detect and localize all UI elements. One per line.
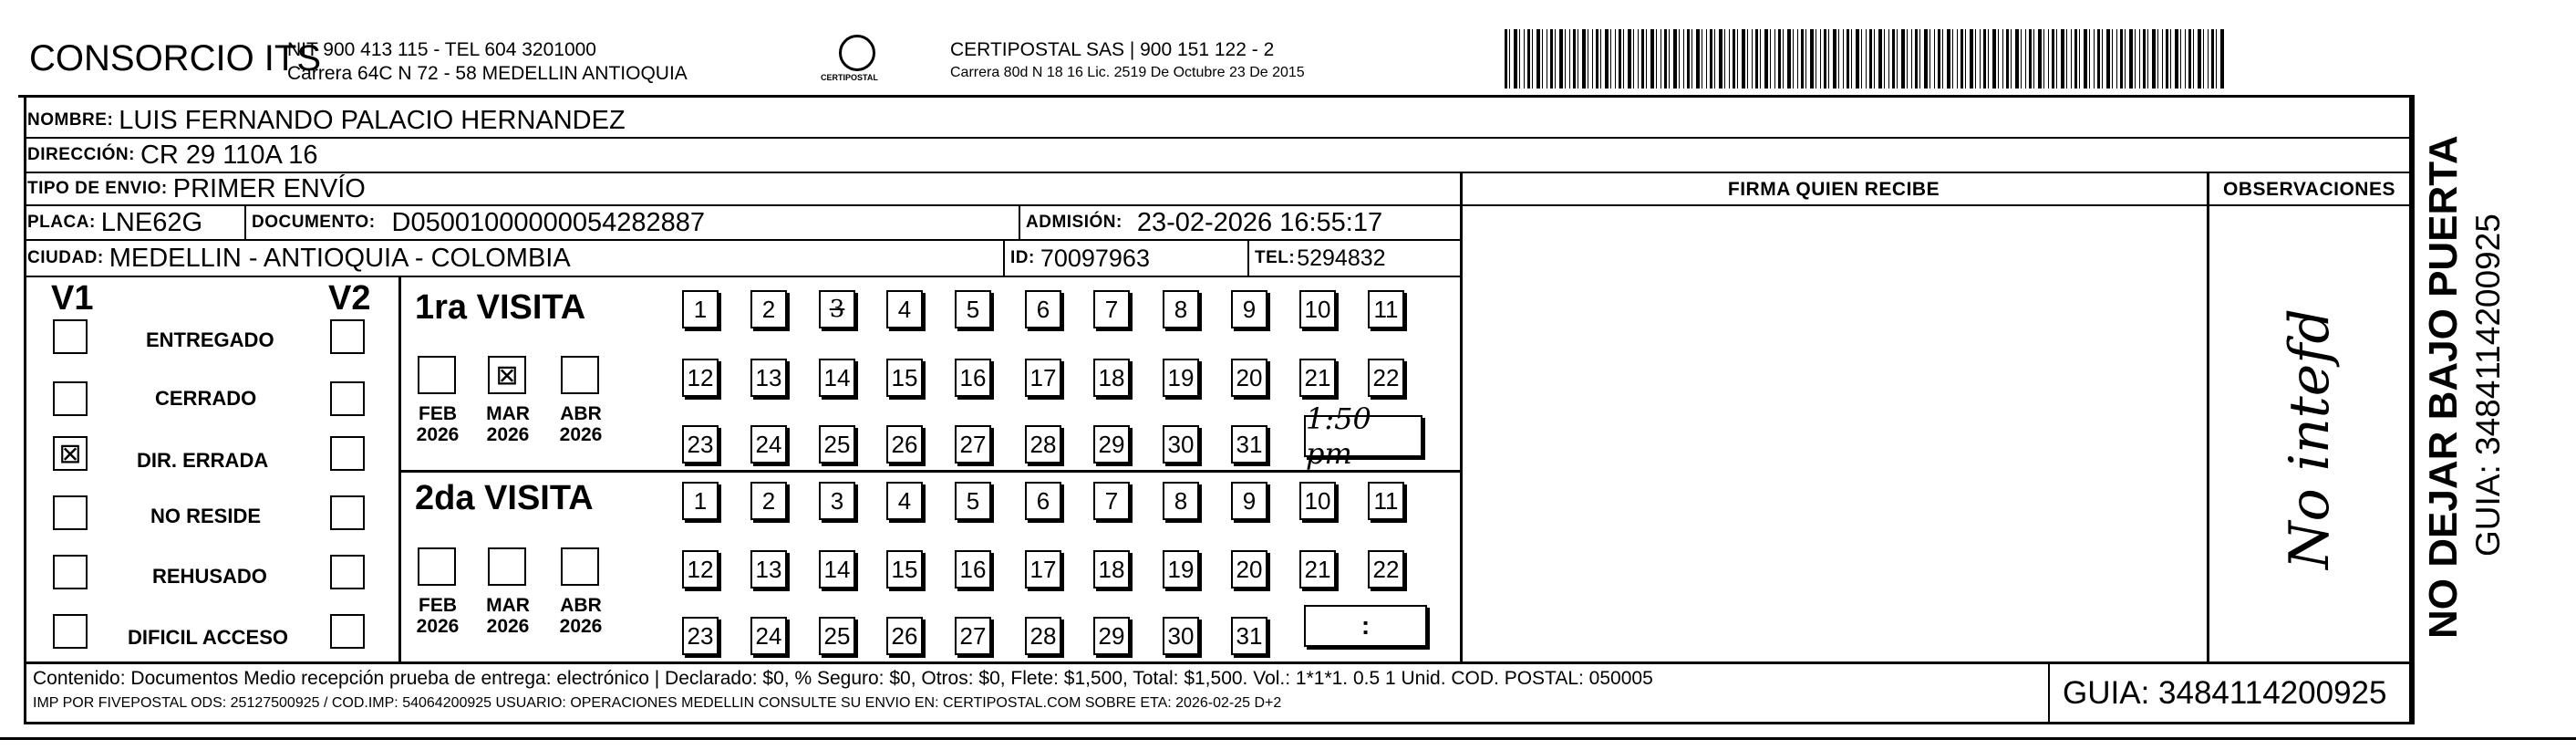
day-box[interactable]: 20 xyxy=(1231,359,1267,397)
visit2-month-feb-checkbox[interactable] xyxy=(418,547,456,586)
day-box[interactable]: 28 xyxy=(1025,617,1061,655)
v1-cerrado-checkbox[interactable] xyxy=(53,381,88,416)
day-box[interactable]: 1 xyxy=(682,290,719,328)
day-box[interactable]: 12 xyxy=(682,359,719,397)
day-box[interactable]: 19 xyxy=(1163,359,1199,397)
day-box[interactable]: 5 xyxy=(955,290,991,328)
nombre-value: LUIS FERNANDO PALACIO HERNANDEZ xyxy=(119,105,626,135)
day-box[interactable]: 2 xyxy=(750,290,787,328)
visit2-month-abr-checkbox[interactable] xyxy=(561,547,599,586)
placa-label: PLACA: xyxy=(27,213,96,232)
v2-rehusado-checkbox[interactable] xyxy=(330,555,365,589)
signature-area[interactable] xyxy=(1468,206,2202,658)
id-value: 70097963 xyxy=(1040,244,1150,272)
month-name: ABR xyxy=(560,403,602,424)
ciudad-label: CIUDAD: xyxy=(27,248,104,267)
tel-label: TEL: xyxy=(1255,248,1296,267)
status-label: REHUSADO xyxy=(152,565,267,588)
admision-row xyxy=(1026,207,1382,238)
day-box[interactable]: 2 xyxy=(750,482,787,520)
footer-guia: GUIA: 3484114200925 xyxy=(2063,675,2387,711)
v1-header: V1 xyxy=(51,279,94,318)
month-year: 2026 xyxy=(559,616,603,637)
nombre-label: NOMBRE: xyxy=(27,110,114,130)
day-box[interactable]: 18 xyxy=(1093,359,1130,397)
day-box[interactable]: 24 xyxy=(750,425,787,464)
tipo-label: TIPO DE ENVIO: xyxy=(27,179,168,198)
month-name: FEB xyxy=(419,403,457,424)
month-name: MAR xyxy=(486,595,530,616)
day-box[interactable]: 16 xyxy=(955,550,991,589)
visit2-time-box[interactable]: : xyxy=(1304,605,1427,647)
day-box[interactable]: 25 xyxy=(819,617,855,655)
month-year: 2026 xyxy=(416,616,460,637)
day-box[interactable]: 9 xyxy=(1231,482,1267,520)
day-box[interactable]: 30 xyxy=(1163,617,1199,655)
day-box[interactable]: 27 xyxy=(955,617,991,655)
visit2-month-label xyxy=(481,595,535,637)
company-address: Carrera 64C N 72 - 58 MEDELLIN ANTIOQUIA xyxy=(287,63,688,84)
day-box[interactable]: 8 xyxy=(1163,482,1199,520)
check-mark-icon: ⊠ xyxy=(495,359,519,391)
visit1-month-label xyxy=(481,403,535,445)
v2-dir-errada-checkbox[interactable] xyxy=(330,436,365,471)
day-box[interactable]: 16 xyxy=(955,359,991,397)
month-year: 2026 xyxy=(559,424,603,445)
day-box[interactable]: 4 xyxy=(886,290,923,328)
company-nit: NIT 900 413 115 - TEL 604 3201000 xyxy=(287,39,596,60)
documento-row xyxy=(252,207,705,238)
day-box[interactable]: 11 xyxy=(1368,290,1404,328)
day-box[interactable]: 8 xyxy=(1163,290,1199,328)
day-box[interactable]: 1 xyxy=(682,482,719,520)
direccion-row xyxy=(27,140,318,171)
check-mark-icon: ⊠ xyxy=(58,437,82,470)
tel-row xyxy=(1255,243,1386,274)
tipo-row xyxy=(27,173,366,204)
day-box[interactable]: 21 xyxy=(1299,550,1336,589)
status-label: DIR. ERRADA xyxy=(137,449,269,472)
month-year: 2026 xyxy=(486,424,530,445)
day-box[interactable]: 21 xyxy=(1299,359,1336,397)
placa-row xyxy=(27,207,202,238)
day-box[interactable]: 24 xyxy=(750,617,787,655)
day-box[interactable]: 25 xyxy=(819,425,855,464)
month-name: MAR xyxy=(486,403,530,424)
day-box[interactable]: 6 xyxy=(1025,482,1061,520)
courier-address: Carrera 80d N 18 16 Lic. 2519 De Octubre 23 De 2015 xyxy=(950,65,1305,80)
day-box[interactable]: 31 xyxy=(1231,425,1267,464)
courier-name: CERTIPOSTAL SAS | 900 151 122 - 2 xyxy=(950,39,1275,60)
month-name: FEB xyxy=(419,595,457,616)
v2-header: V2 xyxy=(328,279,371,318)
placa-value: LNE62G xyxy=(100,207,203,237)
footer-contenido: Contenido: Documentos Medio recepción prueba de entrega: electrónico | Declarado: $0, % Seguro: $0, Otros: $0, Flete: $1,500, Total: $1,500. Vol.: 1*1*1. 0.5 1 Unid. COD. POSTAL: 050005 xyxy=(33,668,1653,689)
visit1-month-label xyxy=(553,403,608,445)
day-box[interactable]: 9 xyxy=(1231,290,1267,328)
side-guia: GUIA: 3484114200925 xyxy=(2469,214,2507,557)
day-box[interactable]: 19 xyxy=(1163,550,1199,589)
observaciones-area[interactable] xyxy=(2209,206,2409,661)
day-box[interactable]: 29 xyxy=(1093,617,1130,655)
month-year: 2026 xyxy=(416,424,460,445)
month-year: 2026 xyxy=(486,616,530,637)
admision-label: ADMISIÓN: xyxy=(1026,213,1122,232)
firma-header: FIRMA QUIEN RECIBE xyxy=(1727,179,1940,200)
ciudad-value: MEDELLIN - ANTIOQUIA - COLOMBIA xyxy=(109,243,571,273)
visit1-time-box[interactable] xyxy=(1304,401,1422,471)
documento-label: DOCUMENTO: xyxy=(252,213,376,232)
visit2-month-mar-checkbox[interactable] xyxy=(488,547,526,586)
v2-entregado-checkbox[interactable] xyxy=(330,319,365,354)
day-box[interactable]: 28 xyxy=(1025,425,1061,464)
day-box[interactable]: 6 xyxy=(1025,290,1061,328)
day-box[interactable]: 17 xyxy=(1025,359,1061,397)
day-box[interactable]: 5 xyxy=(955,482,991,520)
day-box[interactable]: 4 xyxy=(886,482,923,520)
documento-value: D05001000000054282887 xyxy=(391,207,706,237)
day-box[interactable]: 11 xyxy=(1368,482,1404,520)
side-warning: NO DEJAR BAJO PUERTA xyxy=(2421,135,2466,639)
visit1-title: 1ra VISITA xyxy=(415,288,586,327)
day-box[interactable]: 22 xyxy=(1368,359,1404,397)
day-box[interactable]: 15 xyxy=(886,359,923,397)
day-box[interactable]: 18 xyxy=(1093,550,1130,589)
day-box[interactable]: 31 xyxy=(1231,617,1267,655)
day-box[interactable]: 26 xyxy=(886,617,923,655)
visit1-month-mar-checkbox[interactable] xyxy=(488,356,526,394)
company-name: CONSORCIO ITS xyxy=(29,38,322,78)
day-box[interactable]: 13 xyxy=(750,359,787,397)
observaciones-header: OBSERVACIONES xyxy=(2223,179,2395,200)
day-box[interactable]: 26 xyxy=(886,425,923,464)
visit2-title: 2da VISITA xyxy=(415,479,594,517)
footer-imp: IMP POR FIVEPOSTAL ODS: 25127500925 / COD.IMP: 54064200925 USUARIO: OPERACIONES MEDELLIN CONSULTE SU ENVIO EN: CERTIPOSTAL.COM SOBRE ETA: 2026-02-25 D+2 xyxy=(33,695,1282,711)
visit1-time-handwritten: 1:50 pm xyxy=(1306,401,1371,471)
id-row xyxy=(1010,243,1150,274)
visit1-month-label xyxy=(410,403,465,445)
status-label: CERRADO xyxy=(155,387,257,410)
visit2-month-label xyxy=(553,595,608,637)
day-box[interactable]: 7 xyxy=(1093,290,1130,328)
status-label: DIFICIL ACCESO xyxy=(128,626,289,649)
observaciones-handwritten: No intefd xyxy=(2278,308,2342,569)
certipostal-logo-icon xyxy=(839,35,875,71)
day-box[interactable]: 17 xyxy=(1025,550,1061,589)
v1-rehusado-checkbox[interactable] xyxy=(53,555,88,589)
day-box[interactable]: 12 xyxy=(682,550,719,589)
day-box[interactable]: 7 xyxy=(1093,482,1130,520)
visit1-month-abr-checkbox[interactable] xyxy=(561,356,599,394)
day-box[interactable]: 14 xyxy=(819,359,855,397)
barcode xyxy=(1505,29,2225,89)
day-box[interactable]: 15 xyxy=(886,550,923,589)
day-box[interactable]: 30 xyxy=(1163,425,1199,464)
day-box[interactable]: 22 xyxy=(1368,550,1404,589)
day-box[interactable]: 27 xyxy=(955,425,991,464)
day-box[interactable]: 10 xyxy=(1299,290,1336,328)
v2-dificil-acceso-checkbox[interactable] xyxy=(330,614,365,649)
nombre-row xyxy=(27,105,626,136)
v2-no-reside-checkbox[interactable] xyxy=(330,495,365,530)
v1-dificil-acceso-checkbox[interactable] xyxy=(53,614,88,649)
status-label: NO RESIDE xyxy=(150,505,262,527)
tipo-value: PRIMER ENVÍO xyxy=(172,173,366,203)
status-label: ENTREGADO xyxy=(146,328,274,351)
day-box[interactable]: 14 xyxy=(819,550,855,589)
v1-no-reside-checkbox[interactable] xyxy=(53,495,88,530)
tel-value: 5294832 xyxy=(1297,245,1386,271)
day-box[interactable]: 29 xyxy=(1093,425,1130,464)
admision-value: 23-02-2026 16:55:17 xyxy=(1136,207,1383,237)
logo-text: CERTIPOSTAL xyxy=(821,73,878,82)
direccion-label: DIRECCIÓN: xyxy=(27,145,135,164)
day-box[interactable]: 20 xyxy=(1231,550,1267,589)
day-box[interactable]: 13 xyxy=(750,550,787,589)
ciudad-row xyxy=(27,243,571,274)
month-name: ABR xyxy=(560,595,602,616)
visit1-month-feb-checkbox[interactable] xyxy=(418,356,456,394)
day-box[interactable]: 23 xyxy=(682,425,719,464)
day-box[interactable]: 3 xyxy=(819,482,855,520)
day-box[interactable]: 10 xyxy=(1299,482,1336,520)
direccion-value: CR 29 110A 16 xyxy=(140,140,318,170)
v2-cerrado-checkbox[interactable] xyxy=(330,381,365,416)
id-label: ID: xyxy=(1010,248,1035,267)
v1-dir-errada-checkbox[interactable] xyxy=(53,436,88,471)
v1-entregado-checkbox[interactable] xyxy=(53,319,88,354)
visit2-month-label xyxy=(410,595,465,637)
day-box[interactable]: 3 xyxy=(819,290,855,328)
day-box[interactable]: 23 xyxy=(682,617,719,655)
